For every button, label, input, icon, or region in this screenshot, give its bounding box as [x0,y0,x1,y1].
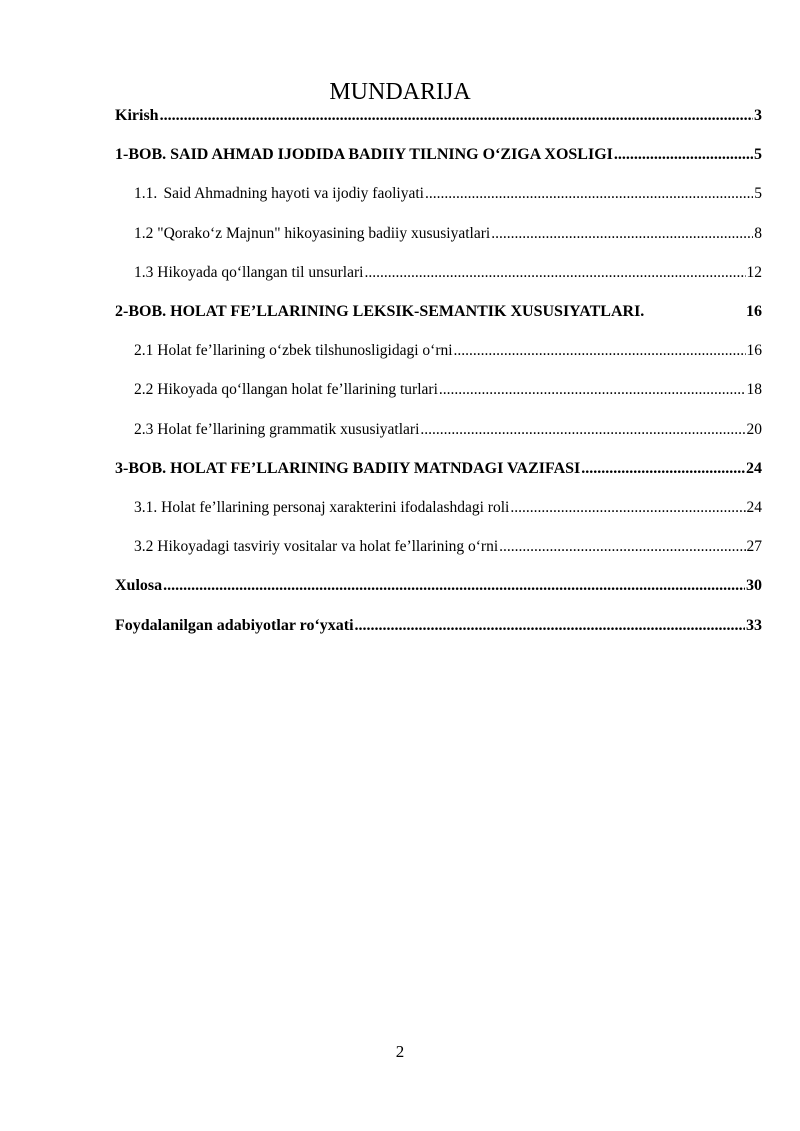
toc-entry-label: Foydalanilgan adabiyotlar ro‘yxati [115,617,354,634]
dot-leader [355,616,745,636]
toc-entry-page: 20 [746,421,762,438]
toc-entry-3-1[interactable] [134,498,762,518]
toc-entry-page: 24 [746,460,762,477]
toc-entry-page: 16 [746,342,762,359]
toc-entry-page: 3 [754,107,762,124]
toc-entry-label: 2.2 Hikoyada qo‘llangan holat fe’llarining turlari [134,381,438,398]
toc-entry-label: 2-BOB. HOLAT FE’LLARINING LEKSIK-SEMANTIK XUSUSIYATLARI. [115,303,645,320]
dot-leader [491,224,753,244]
toc-entry-1-1[interactable] [134,184,762,204]
toc-entry-label: 3.1. Holat fe’llarining personaj xarakterini ifodalashdagi roli [134,499,510,516]
toc-entry-label: 1.3 Hikoyada qo‘llangan til unsurlari [134,264,364,281]
toc-entry-bibliography[interactable] [115,616,762,636]
toc-entry-page: 24 [746,499,762,516]
toc-entry-label: 2.3 Holat fe’llarining grammatik xususiyatlari [134,421,420,438]
dot-leader [454,341,746,361]
toc-entry-page: 27 [746,538,762,555]
dot-leader [425,184,753,204]
toc-entry-kirish[interactable] [115,106,762,126]
toc-entry-page: 8 [754,225,762,242]
toc-entry-chapter-3[interactable] [115,459,762,479]
toc-entry-1-3[interactable] [134,263,762,283]
toc-entry-label: Kirish [115,107,159,124]
toc-entry-page: 30 [746,577,762,594]
toc-entry-chapter-2[interactable] [115,302,762,322]
toc-entry-2-3[interactable] [134,420,762,440]
toc-entry-label: Said Ahmadning hayoti va ijodiy faoliyati [163,185,424,202]
toc-entry-number: 1.1. [134,185,158,202]
toc-entry-label: 2.1 Holat fe’llarining o‘zbek tilshunosligidagi o‘rni [134,342,453,359]
toc-entry-page: 33 [746,617,762,634]
toc-title: MUNDARIJA [329,79,471,105]
dot-leader [614,145,753,165]
toc-entry-label: 1.2 "Qorako‘z Majnun" hikoyasining badiiy xususiyatlari [134,225,491,242]
toc-entry-page: 12 [746,264,762,281]
toc-entry-page: 16 [746,303,762,320]
toc-entry-label: 1-BOB. SAID AHMAD IJODIDA BADIIY TILNING O‘ZIGA XOSLIGI [115,146,613,163]
toc-entry-page: 5 [754,146,762,163]
dot-leader [581,459,745,479]
dot-leader [499,537,745,557]
toc-entry-1-2[interactable] [134,224,762,244]
toc-entry-page: 18 [746,381,762,398]
dot-leader [364,263,745,283]
toc-entry-xulosa[interactable] [115,576,762,596]
dot-leader [510,498,745,518]
toc-entry-label: Xulosa [115,577,163,594]
toc-entry-label: 3-BOB. HOLAT FE’LLARINING BADIIY MATNDAGI VAZIFASI [115,460,581,477]
dot-leader [420,420,745,440]
page-number: 2 [395,1042,405,1061]
toc-entry-2-1[interactable] [134,341,762,361]
dot-leader [160,106,753,126]
dot-leader [439,380,746,400]
toc-entry-chapter-1[interactable] [115,145,762,165]
toc-entry-2-2[interactable] [134,380,762,400]
toc-entry-label: 3.2 Hikoyadagi tasviriy vositalar va holat fe’llarining o‘rni [134,538,499,555]
dot-leader [163,576,745,596]
toc-entry-page: 5 [754,185,762,202]
toc-entry-3-2[interactable] [134,537,762,557]
